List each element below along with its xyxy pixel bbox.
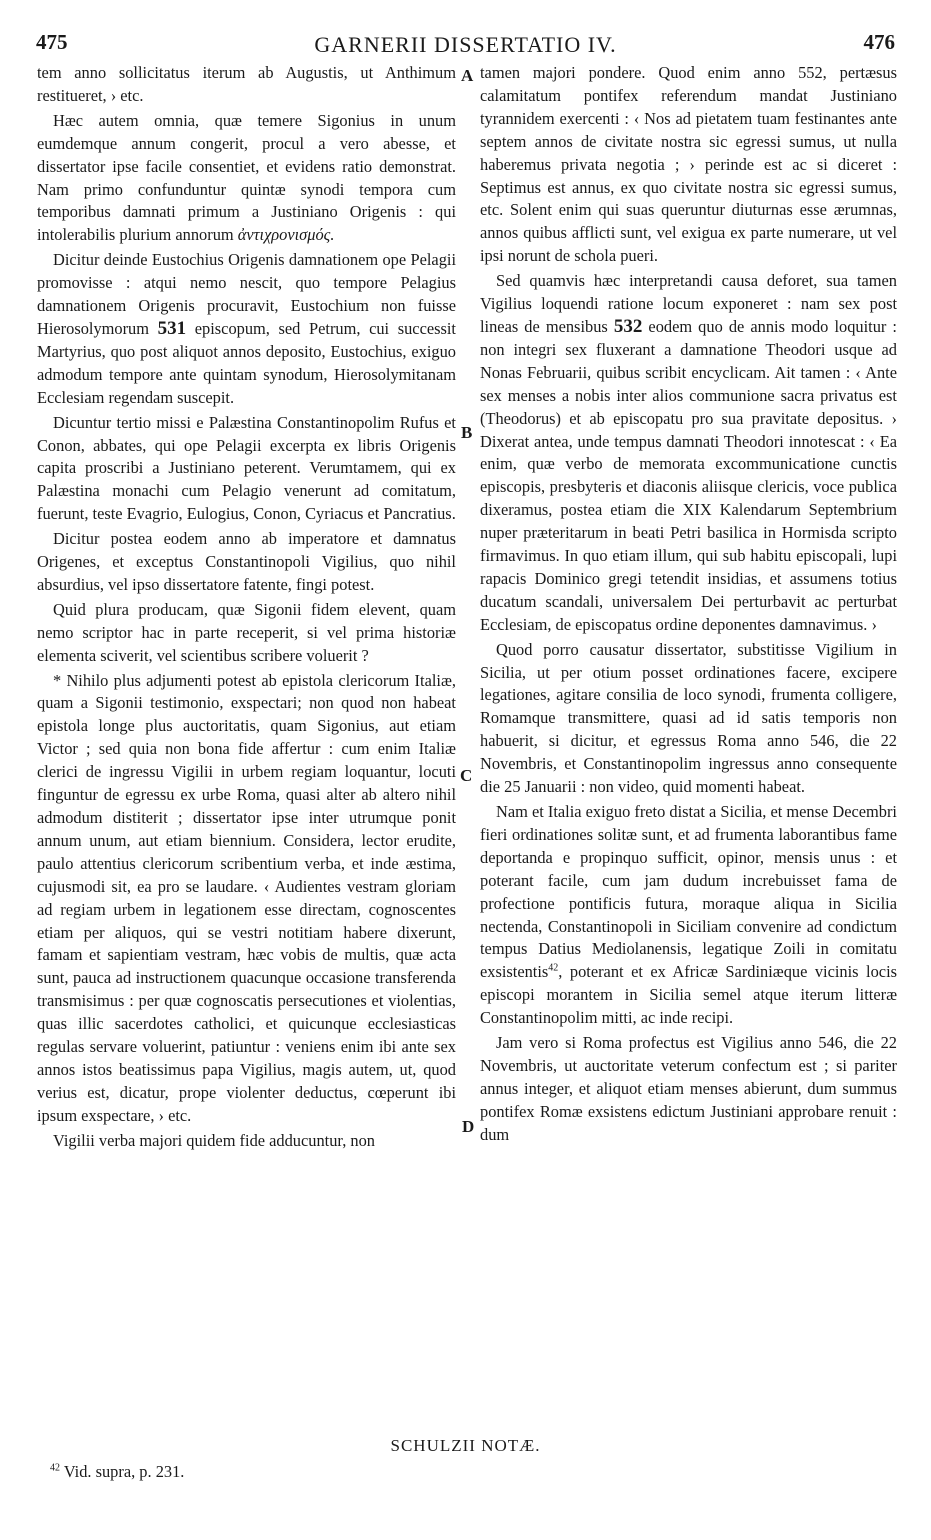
margin-marker-c: C — [460, 766, 473, 785]
paragraph: Hæc autem omnia, quæ temere Sigonius in unum eumdemque annum congerit, procul a vero abesse, et dissertator ipse facile consentiet, et evidens ratio demonstrat. Nam primo confunduntur quintæ synodi tempora cum temporibus damnati primum a Justiniano Origenis : qui intolerabilis plurium annorum ἀντιχρονισμός. — [37, 110, 456, 245]
margin-marker-b: B — [461, 423, 473, 442]
column-number-532: 532 — [613, 315, 643, 337]
paragraph: Dicitur deinde Eustochius Origenis damnationem ope Pelagii promovisse : atqui nemo nescit, quo tempore Pelagius damnationem Origenis procuravit, Eustochium non fuisse Hierosolymorum 531 episcopum, sed Petrum, cui successit Martyrius, quo post aliquot annos deposito, Eustochius, exiguo admodum tempore ante quintam synodum, Hierosolymitanam Ecclesiam regendam suscepit. — [37, 250, 456, 407]
running-header — [0, 30, 931, 60]
paragraph: Dicuntur tertio missi e Palæstina Constantinopolim Rufus et Conon, abbates, qui ope Pelagii excerpta ex libris Origenis capita proscribi a Justiniano peterent. Verumtamem, qui ex Palæstina monachi cum Pelagio venerunt ad comitatum, fuerunt, teste Evagrio, Eulogius, Conon, Cyriacus et Pancratius. — [37, 412, 456, 524]
footnote-text: Vid. supra, p. 231. — [63, 1462, 185, 1481]
paragraph: tamen majori pondere. Quod enim anno 552, pertæsus calamitatum pontifex referendum mandat Justiniano tyrannidem exercenti : ‹ Nos ad pietatem tuam festinantes ante septem annos de civitate nostra sic egressi sumus, ut nulla haberemus privata negotia ; › perinde est ac si diceret : Septimus est annus, ex quo civitate nostra sic egressi sumus, etc. Solent enim qui suas queruntur diuturnas esse ærumnas, annos quibus afflicti sunt, vel exigua ex parte numerare, ut vel ipsi norunt de schola pueri. — [480, 63, 897, 266]
page-number-left: 475 — [36, 30, 68, 54]
paragraph: Quod porro causatur dissertator, substitisse Vigilium in Sicilia, ut per otium posset ordinationes facere, excipere legationes, agitare consilia de loco synodi, frumenta colligere, Romamque transmittere, quasi ad id satis temporis non habuerit, si dicitur, et egressus Roma anno 546, die 22 Novembris, et Constantinopolim ingressus anno consequente die 25 Januarii : non video, quid momenti habeat. — [480, 639, 897, 797]
paragraph: * Nihilo plus adjumenti potest ab epistola clericorum Italiæ, quam a Sigonii testimonio, exspectari; non quod non habeat epistola longe plus auctoritatis, quam Sigonius, aut etiam Victor ; sed quia non bona fide affertur : cum enim Italiæ clerici de ingressu Vigilii in urbem regiam loquantur, locuti finguntur de egressu ex urbe Roma, quasi alter ab altero nihil admodum distiterit ; dissertator ipse inter utrumque ponit annum unum, aut etiam biennium. Considera, lector erudite, paulo attentius clericorum scribentium verba, et inde æstima, cujusmodi sit, ea pro se laudare. ‹ Audientes vestram gloriam ad regiam urbem in legationem esse directam, cognoscentes etiam per aliquos, qui se vestri notitiam habere dixerunt, famam et sapientiam vestram, hæc vobis de multis, quæ acta sunt, pauca ad instructionem quacunque occasione transferenda transmisimus : per quæ cognoscatis persecutiones et violentias, quas illic sacerdotes catholici, et quicunque ecclesiasticas regulas servare voluerint, patiuntur : veniens enim ibi ante sex annos istos beatissimus papa Vigilius, magis autem, ut, quod verius est, dicatur, prope violenter deductus, cœperunt ibi ipsum exspectare, › etc. — [37, 670, 456, 1125]
column-number-531: 531 — [157, 317, 187, 339]
margin-marker-a: A — [461, 66, 474, 85]
paragraph: Dicitur postea eodem anno ab imperatore et damnatus Origenes, et exceptus Constantinopoli Vigilius, quo nihil absurdius, vel ipso dissertatore fatente, fingi potest. — [37, 529, 456, 594]
paragraph: Vigilii verba majori quidem fide adducuntur, non — [53, 1130, 375, 1150]
paragraph: Nam et Italia exiguo freto distat a Sicilia, et mense Decembri fieri ordinationes solitæ sunt, et ad frumenta laborantibus fame deportanda e propinquo sufficit, opinor, mensis unus : et poterant facile, cum jam dudum increbuisset fama de profectione pontificis futura, moraque aliqua in Sicilia nectenda, Constantinopoli in Siciliam convenire ad condictum tempus Datius Mediolanensis, legatique Zoili in comitatu exsistentis$^{42}$, poterant et ex Africæ Sardiniæque vicinis locis episcopi morantem in Sicilia semel atque iterum litteræ Constantinopolim mitti, ac inde recipi. — [480, 802, 897, 1028]
greek-term: ἀντιχρονισμός. — [237, 225, 335, 245]
paragraph: Jam vero si Roma profectus est Vigilius anno 546, die 22 Novembris, ut auctoritate veterum confectum est ; si pariter annus integer, et aliquot etiam menses abierunt, dum summus pontifex Romæ exsistens edictum Justiniani approbare renuit : dum — [480, 1033, 897, 1144]
paragraph: tem anno sollicitatus iterum ab Augustis, ut Anthimum restitueret, › etc. — [37, 63, 456, 105]
footnote — [50, 1462, 184, 1482]
footnote-reference: 42 — [548, 962, 559, 974]
paragraph: Sed quamvis hæc interpretandi causa deforet, sua tamen Vigilius loquendi ratione locum exponeret : nam sex post lineas de mensibus 532 eodem quo de annis modo loquitur : non integri sex fluxerant a damnatione Theodori usque ad Nonas Februarii, quibus scribit encyclicam. Ait tamen : ‹ Ante sex menses a nobis inter alios communione sacra privatus est (Theodorus) et ab episcopatu pro sua pravitate depositus. › Dixerat antea, unde tempus damnati Theodori innotescat : ‹ Ea enim, quæ verbo de memorata excommunicatione cunctis episcopis, presbyteris et diaconis aliisque clericis, voce publica dixeramus, postea etiam die XIX Kalendarum Septembrium nuper præteritarum in beati Petri basilica in Hormisda scripto firmavimus. In quo etiam illum, qui sub habitu episcopali, lupi rapacis Dominico gregi tetendit insidias, et assumens totius ducatum scandali, universalem Dei perturbavit ac perturbat Ecclesiam, de episcopatus ordine deponentes damnavimus. › — [480, 271, 897, 634]
right-column — [480, 62, 897, 1149]
paragraph: Quid plura producam, quæ Sigonii fidem elevent, quam nemo scriptor hac in parte receperit, si vel prima historiæ elementa sciverit, vel scientibus scribere voluerit ? — [37, 599, 456, 665]
notes-heading: SCHULZII NOTÆ. — [390, 1436, 541, 1455]
running-title: GARNERII DISSERTATIO IV. — [314, 32, 617, 57]
footnote-number: 42 — [50, 1462, 60, 1474]
left-column — [37, 62, 456, 1155]
page-number-right: 476 — [863, 30, 895, 54]
margin-marker-d: D — [462, 1117, 475, 1136]
